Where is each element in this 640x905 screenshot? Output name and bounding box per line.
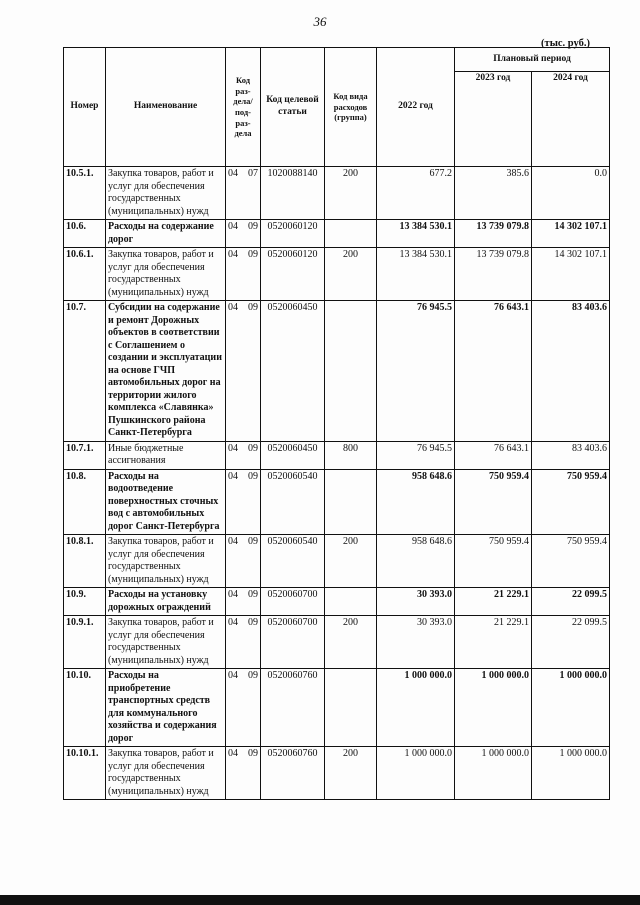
row-2024: 83 403.6 (532, 441, 610, 469)
row-section (226, 535, 261, 588)
row-name: Расходы на содержание дорог (106, 220, 226, 248)
row-2023: 76 643.1 (455, 441, 532, 469)
row-expense-type (325, 669, 377, 747)
header-2024: 2024 год (532, 72, 610, 167)
row-section (226, 669, 261, 747)
row-2022: 1 000 000.0 (377, 669, 455, 747)
row-section (226, 248, 261, 301)
budget-table (63, 47, 610, 800)
row-2024: 22 099.5 (532, 616, 610, 669)
row-2022: 30 393.0 (377, 588, 455, 616)
row-2024: 1 000 000.0 (532, 747, 610, 800)
row-2024: 83 403.6 (532, 301, 610, 442)
row-2022: 30 393.0 (377, 616, 455, 669)
row-target: 0520060540 (261, 469, 325, 535)
row-name: Субсидии на содержание и ремонт Дорожных объектов в соответствии с Соглашением о создании и эксплуатации на основе ГЧП автомобильных дорог на территории жилого комплекса «Славянка» Пушкинского района Санкт-Петербурга (106, 301, 226, 442)
row-name: Закупка товаров, работ и услуг для обеспечения государственных (муниципальных) нужд (106, 248, 226, 301)
row-target: 0520060120 (261, 220, 325, 248)
row-section-code: 04 (228, 536, 238, 547)
row-2022: 13 384 530.1 (377, 248, 455, 301)
row-name: Закупка товаров, работ и услуг для обеспечения государственных (муниципальных) нужд (106, 167, 226, 220)
row-section-code: 04 (228, 168, 238, 179)
row-name: Расходы на водоотведение поверхностных сточных вод с автомобильных дорог Санкт-Петербурга (106, 469, 226, 535)
row-2023: 13 739 079.8 (455, 220, 532, 248)
row-2023: 13 739 079.8 (455, 248, 532, 301)
row-expense-type (325, 301, 377, 442)
table-row (64, 747, 610, 800)
row-2023: 750 959.4 (455, 535, 532, 588)
row-subsection-code: 09 (248, 470, 258, 482)
row-subsection-code: 09 (248, 536, 258, 547)
row-expense-type (325, 220, 377, 248)
row-number: 10.10. (64, 669, 106, 747)
table-row (64, 441, 610, 469)
row-section-code: 04 (228, 670, 238, 681)
table-row (64, 469, 610, 535)
row-2022: 958 648.6 (377, 469, 455, 535)
row-section (226, 301, 261, 442)
row-number: 10.6. (64, 220, 106, 248)
row-2024: 750 959.4 (532, 535, 610, 588)
row-subsection-code: 07 (248, 168, 258, 179)
row-2022: 76 945.5 (377, 441, 455, 469)
row-2023: 76 643.1 (455, 301, 532, 442)
header-2022: 2022 год (377, 48, 455, 167)
row-2024: 14 302 107.1 (532, 248, 610, 301)
row-name: Закупка товаров, работ и услуг для обеспечения государственных (муниципальных) нужд (106, 616, 226, 669)
row-expense-type: 200 (325, 167, 377, 220)
table-row (64, 248, 610, 301)
row-name: Закупка товаров, работ и услуг для обеспечения государственных (муниципальных) нужд (106, 535, 226, 588)
row-number: 10.8.1. (64, 535, 106, 588)
row-subsection-code: 09 (248, 221, 258, 232)
row-2024: 0.0 (532, 167, 610, 220)
scan-border (0, 895, 640, 905)
row-section (226, 616, 261, 669)
row-expense-type: 200 (325, 747, 377, 800)
row-2023: 21 229.1 (455, 616, 532, 669)
row-number: 10.6.1. (64, 248, 106, 301)
row-section-code: 04 (228, 221, 238, 232)
header-section: Код раз-дела/ под-раз-дела (226, 48, 261, 167)
row-name: Иные бюджетные ассигнования (106, 441, 226, 469)
row-section (226, 588, 261, 616)
header-name: Наименование (106, 48, 226, 167)
row-2024: 1 000 000.0 (532, 669, 610, 747)
row-expense-type: 200 (325, 535, 377, 588)
header-target: Код целевой статьи (261, 48, 325, 167)
row-number: 10.7.1. (64, 441, 106, 469)
row-2024: 22 099.5 (532, 588, 610, 616)
row-2023: 1 000 000.0 (455, 747, 532, 800)
row-section (226, 469, 261, 535)
row-expense-type (325, 469, 377, 535)
table-row (64, 301, 610, 442)
row-section-code: 04 (228, 748, 238, 759)
table-row (64, 616, 610, 669)
row-expense-type (325, 588, 377, 616)
row-section (226, 220, 261, 248)
table-row (64, 588, 610, 616)
row-2023: 21 229.1 (455, 588, 532, 616)
table-row (64, 167, 610, 220)
row-section (226, 167, 261, 220)
row-section-code: 04 (228, 302, 238, 313)
row-target: 0520060120 (261, 248, 325, 301)
row-target: 0520060700 (261, 588, 325, 616)
row-name: Расходы на установку дорожных ограждений (106, 588, 226, 616)
row-2022: 76 945.5 (377, 301, 455, 442)
row-number: 10.5.1. (64, 167, 106, 220)
row-name: Расходы на приобретение транспортных средств для коммунального хозяйства и содержания дорог (106, 669, 226, 747)
row-2024: 750 959.4 (532, 469, 610, 535)
row-name: Закупка товаров, работ и услуг для обеспечения государственных (муниципальных) нужд (106, 747, 226, 800)
units-label: (тыс. руб.) (541, 38, 590, 49)
header-planning: Плановый период (455, 48, 610, 72)
row-2024: 14 302 107.1 (532, 220, 610, 248)
table-row (64, 535, 610, 588)
row-target: 0520060450 (261, 441, 325, 469)
header-expense-type: Код вида расходов (группа) (325, 48, 377, 167)
row-subsection-code: 09 (248, 589, 258, 600)
row-subsection-code: 09 (248, 302, 258, 313)
row-number: 10.10.1. (64, 747, 106, 800)
row-2022: 958 648.6 (377, 535, 455, 588)
row-target: 0520060700 (261, 616, 325, 669)
table-row (64, 669, 610, 747)
row-subsection-code: 09 (248, 748, 258, 759)
row-expense-type: 800 (325, 441, 377, 469)
row-number: 10.9.1. (64, 616, 106, 669)
row-subsection-code: 09 (248, 249, 258, 260)
row-section-code: 04 (228, 470, 238, 482)
row-expense-type: 200 (325, 616, 377, 669)
row-target: 0520060450 (261, 301, 325, 442)
row-2023: 750 959.4 (455, 469, 532, 535)
row-section-code: 04 (228, 442, 238, 454)
row-2022: 677.2 (377, 167, 455, 220)
row-number: 10.8. (64, 469, 106, 535)
row-target: 0520060540 (261, 535, 325, 588)
row-2022: 13 384 530.1 (377, 220, 455, 248)
row-target: 0520060760 (261, 669, 325, 747)
row-subsection-code: 09 (248, 670, 258, 681)
row-section-code: 04 (228, 617, 238, 628)
row-2023: 1 000 000.0 (455, 669, 532, 747)
row-section-code: 04 (228, 589, 238, 600)
row-target: 0520060760 (261, 747, 325, 800)
row-number: 10.7. (64, 301, 106, 442)
table-row (64, 220, 610, 248)
row-target: 1020088140 (261, 167, 325, 220)
row-subsection-code: 09 (248, 442, 258, 454)
header-number: Номер (64, 48, 106, 167)
row-subsection-code: 09 (248, 617, 258, 628)
header-2023: 2023 год (455, 72, 532, 167)
row-2022: 1 000 000.0 (377, 747, 455, 800)
row-number: 10.9. (64, 588, 106, 616)
page-number: 36 (313, 14, 327, 29)
row-expense-type: 200 (325, 248, 377, 301)
row-section-code: 04 (228, 249, 238, 260)
row-section (226, 441, 261, 469)
row-2023: 385.6 (455, 167, 532, 220)
row-section (226, 747, 261, 800)
